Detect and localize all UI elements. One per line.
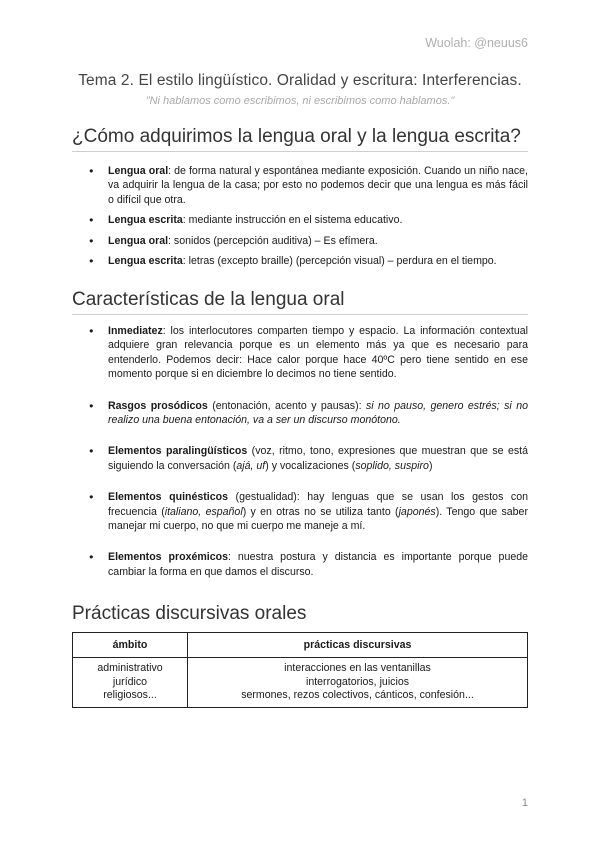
list-item-proxemicos: ● Elementos proxémicos: nuestra postura y distancia es importante porque puede cambiar la forma en que damos el discurso. bbox=[72, 550, 528, 579]
list-item: ● Lengua oral: sonidos (percepción auditiva) – Es efímera. bbox=[72, 234, 528, 248]
list-item: ● Lengua escrita: letras (excepto braille) (percepción visual) – perdura en el tiempo. bbox=[72, 254, 528, 268]
document-title: Tema 2. El estilo lingüístico. Oralidad y escritura: Interferencias. bbox=[78, 72, 522, 89]
section-divider bbox=[72, 314, 528, 315]
section-heading-characteristics: Características de la lengua oral bbox=[72, 289, 345, 310]
table-header-row bbox=[73, 633, 528, 658]
page-number: 1 bbox=[521, 797, 528, 809]
column-header-ambito: ámbito bbox=[73, 633, 188, 658]
watermark: Wuolah: @neuus6 bbox=[425, 36, 528, 50]
list-item: ● Lengua oral: de forma natural y espontánea mediante exposición. Cuando un niño nace, va adquirir la lengua de la casa; por esto no podemos decir que una lengua es más fácil o difícil que otra. bbox=[72, 164, 528, 207]
table-cell-ambito: administrativo jurídico religiosos... bbox=[73, 658, 188, 708]
column-header-practicas: prácticas discursivas bbox=[188, 633, 528, 658]
list-item-paralinguisticos: ● Elementos paralingüísticos (voz, ritmo, tono, expresiones que muestran que se está siguiendo la conversación (ajá, uf) y vocalizaciones (soplido, suspiro) bbox=[72, 444, 528, 473]
section-heading-practices: Prácticas discursivas orales bbox=[72, 603, 307, 624]
section-heading-acquisition: ¿Cómo adquirimos la lengua oral y la lengua escrita? bbox=[72, 126, 521, 147]
acquisition-list bbox=[72, 164, 528, 274]
table-cell-practicas: interacciones en las ventanillas interrogatorios, juicios sermones, rezos colectivos, cánticos, confesión... bbox=[188, 658, 528, 708]
list-item-prosodicos: ● Rasgos prosódicos (entonación, acento y pausas): si no pauso, genero estrés; si no realizo una buena entonación, va a ser un discurso monótono. bbox=[72, 399, 528, 428]
list-item-quinesicos: ● Elementos quinésticos (gestualidad): hay lenguas que se usan los gestos con frecuencia (italiano, español) y en otras no se utiliza tanto (japonés). Tengo que saber manejar mi cuerpo, no que mi cuerpo me maneje a mí. bbox=[72, 490, 528, 533]
section-divider bbox=[72, 151, 528, 152]
epigraph-quote: "Ni hablamos como escribimos, ni escribimos como hablamos." bbox=[145, 95, 455, 107]
list-item-inmediatez: ● Inmediatez: los interlocutores comparten tiempo y espacio. La información contextual adquiere gran relevancia porque es un elemento más ya que es necesario para entenderlo. Podemos decir: Hace calor porque hace 40ºC pero tiene sentido en ese momento porque si en diciembre lo decimos no tiene sentido. bbox=[72, 324, 528, 382]
list-item: ● Lengua escrita: mediante instrucción en el sistema educativo. bbox=[72, 213, 528, 227]
practices-table bbox=[72, 632, 528, 708]
characteristics-list bbox=[72, 324, 528, 596]
table-row bbox=[73, 658, 528, 708]
